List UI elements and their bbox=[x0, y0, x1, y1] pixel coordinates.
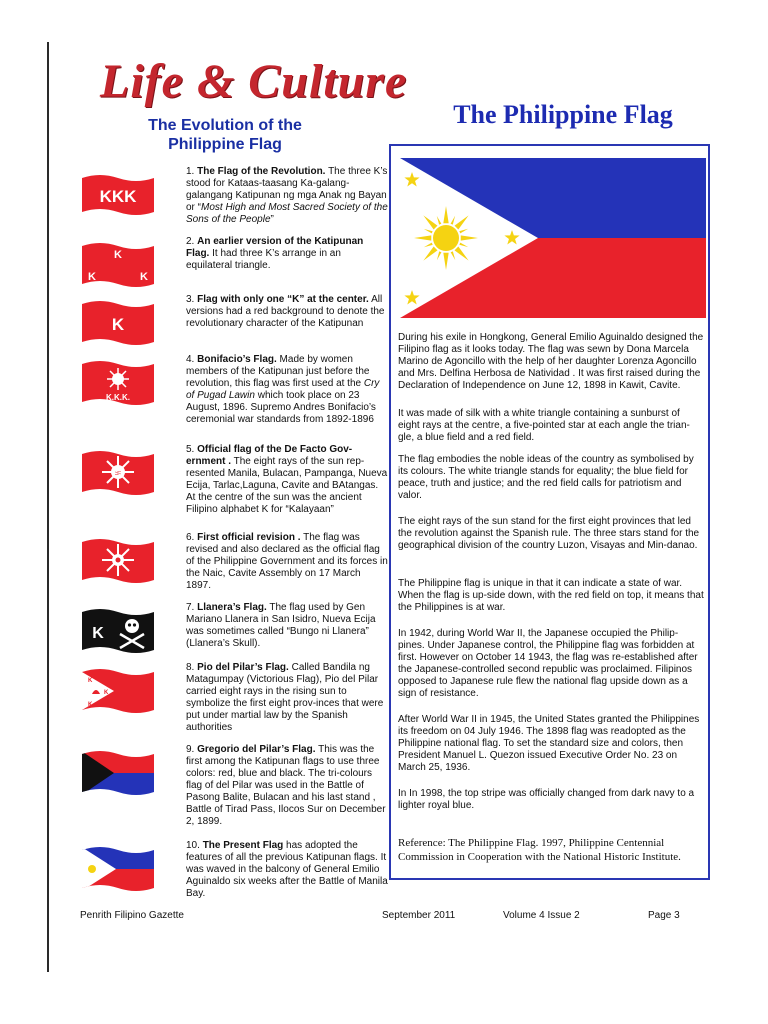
svg-text:K.K.K.: K.K.K. bbox=[106, 393, 130, 402]
reference-note: Reference: The Philippine Flag. 1997, Philippine Centennial Commission in Cooperation with the National Historic Institute. bbox=[398, 837, 681, 863]
item-text: 2. An earlier version of the Katipunan Flag. It had three K’s arrange in an equilateral triangle. bbox=[186, 236, 364, 271]
article-paragraph: After World War II in 1945, the United States granted the Philippines its freedom on 04 July 1946. The 1898 flag was readopted as the Philippine national flag. To set the standard size and colors, then President Manuel L. Quezon issued Executive Order No. 23 on March 25, 1936. bbox=[398, 714, 700, 773]
footer-publication: Penrith Filipino Gazette bbox=[80, 910, 184, 921]
article-paragraph: The Philippine flag is unique in that it can indicate a state of war. When the flag is up-side down, with the red field on top, it means that the Philippines is at war. bbox=[398, 578, 704, 613]
list-item bbox=[80, 354, 385, 434]
item-text: 8. Pio del Pilar’s Flag. Called Bandila ng Matagumpay (Victorious Flag), Pio del Pilar carried eight rays in the rising sun to symbolize the first eight prov-inces that were put under martial law by the Spanish authorities bbox=[186, 662, 384, 733]
item-text: 10. The Present Flag has adopted the features of all the previous Katipunan flags. It was waved in the balcony of General Emilio Aguinaldo six weeks after the Battle of Manila Bay. bbox=[186, 840, 388, 899]
list-item bbox=[80, 744, 386, 827]
svg-text:KKK: KKK bbox=[99, 187, 137, 206]
philippine-flag-image bbox=[400, 158, 706, 318]
list-item bbox=[80, 166, 388, 246]
item-text: 4. Bonifacio’s Flag. Made by women members of the Katipunan just before the revolution, this flag was first used at the Cry of Pugad Lawin which took place on 23 August, 1896. Supremo Andres Bonifacio’s ceremonial war standards from 1892-1896 bbox=[186, 354, 380, 425]
item-text: 1. The Flag of the Revolution. The three K’s stood for Kataas-taasang Ka-galang-galangang Katipunan ng mga Anak ng Bayan or “Most High and Most Sacred Society of the Sons of the People” bbox=[186, 166, 388, 225]
pio-del-pilar-flag-icon bbox=[80, 668, 156, 714]
svg-text:K: K bbox=[92, 625, 104, 642]
list-item bbox=[80, 532, 388, 612]
item-text: 7. Llanera’s Flag. The flag used by Gen Mariano Llanera in San Isidro, Nueva Ecija was sometimes called “Bungo ni Llanera” (Llanera’s Skull). bbox=[186, 602, 376, 649]
svg-text:K: K bbox=[114, 249, 122, 261]
article-paragraph: It was made of silk with a white triangle containing a sunburst of eight rays at the centre, a five-pointed star at each angle the trian-gle, a blue field and a red field. bbox=[398, 408, 690, 443]
svg-text:K: K bbox=[104, 690, 109, 696]
masthead-title: Life & Culture bbox=[100, 55, 408, 108]
svg-text:K: K bbox=[88, 271, 96, 283]
footer-date: September 2011 bbox=[382, 910, 456, 921]
item-text: 5. Official flag of the De Facto Gov-ernment . The eight rays of the sun rep-resented Manila, Bulacan, Pampanga, Nueva Ecija, Tarlac,Laguna, Cavite and BAtangas. At the centre of the sun was the ancient Filipino alphabet K for “Kalayaan” bbox=[186, 444, 388, 515]
present-flag-icon bbox=[80, 846, 156, 892]
item-text: 3. Flag with only one “K” at the center. All versions had a red background to denote the revolutionary character of the Katipunan bbox=[186, 294, 385, 329]
svg-text:K: K bbox=[140, 271, 148, 283]
single-k-flag-icon bbox=[80, 300, 156, 346]
first-revision-flag-icon bbox=[80, 538, 156, 584]
svg-text:ᜃ: ᜃ bbox=[114, 470, 122, 477]
sidebar-title: The Evolution of the Philippine Flag bbox=[148, 117, 302, 153]
article-paragraph: In 1942, during World War II, the Japanese occupied the Philip-pines. Under Japanese control, the Philippine flag was forbidden at first. However on October 14 1943, the flag was re-established after the Japanese-controlled second republic was proclaimed. Filipinos opposed to Japanese rule flew the national flag upside down as a sign of resistance. bbox=[398, 628, 698, 699]
triangle-kkk-flag-icon bbox=[80, 242, 156, 288]
item-text: 9. Gregorio del Pilar’s Flag. This was the first among the Katipunan flags to use three colors: red, blue and black. The tri-colours flag of del Pilar was used in the Battle of Pasong Balite, Bulacan and his last stand , Battle of Tirad Pass, Ilocos Sur on December 2, 1899. bbox=[186, 744, 386, 827]
de-facto-government-flag-icon bbox=[80, 450, 156, 496]
item-text: 6. First official revision . The flag was revised and also declared as the official flag of the Philippine Government and its forces in the Naic, Cavite Assembly on 17 March 1897. bbox=[186, 532, 388, 591]
article-paragraph: During his exile in Hongkong, General Emilio Aguinaldo designed the Filipino flag as it looks today. The flag was sewn by Dona Marcela Marino de Agoncillo with the help of her daughter Lorenza Agoncillo and Mrs. Delfina Herbosa de Natividad . It was first raised during the Declaration of Independence on June 12, 1898 in Kawit, Cavite. bbox=[398, 332, 704, 391]
svg-text:K: K bbox=[111, 315, 125, 334]
article-title: The Philippine Flag bbox=[453, 100, 673, 129]
article-paragraph: The eight rays of the sun stand for the first eight provinces that led the revolution against the Spanish rule. The three stars stand for the geographical division of the country Luzon, Visayas and Min-danao. bbox=[398, 516, 700, 551]
gregorio-del-pilar-flag-icon bbox=[80, 750, 156, 796]
llanera-skull-flag-icon bbox=[80, 608, 156, 654]
svg-text:K: K bbox=[88, 678, 93, 684]
margin-rule bbox=[47, 42, 49, 972]
katipunan-kkk-flag-icon bbox=[80, 172, 156, 218]
bonifacio-flag-icon bbox=[80, 360, 156, 406]
svg-text:K: K bbox=[88, 702, 93, 708]
list-item bbox=[80, 662, 385, 742]
article-paragraph: The flag embodies the noble ideas of the country as symbolised by its colours. The white triangle stands for equality; the blue field for peace, truth and justice; and the red field calls for patriotism and valor. bbox=[398, 454, 694, 501]
footer-volume: Volume 4 Issue 2 bbox=[503, 910, 580, 921]
list-item bbox=[80, 840, 388, 920]
footer-page: Page 3 bbox=[648, 910, 680, 921]
list-item bbox=[80, 444, 388, 524]
article-paragraph: In In 1998, the top stripe was officially changed from dark navy to a lighter royal blue. bbox=[398, 788, 695, 811]
